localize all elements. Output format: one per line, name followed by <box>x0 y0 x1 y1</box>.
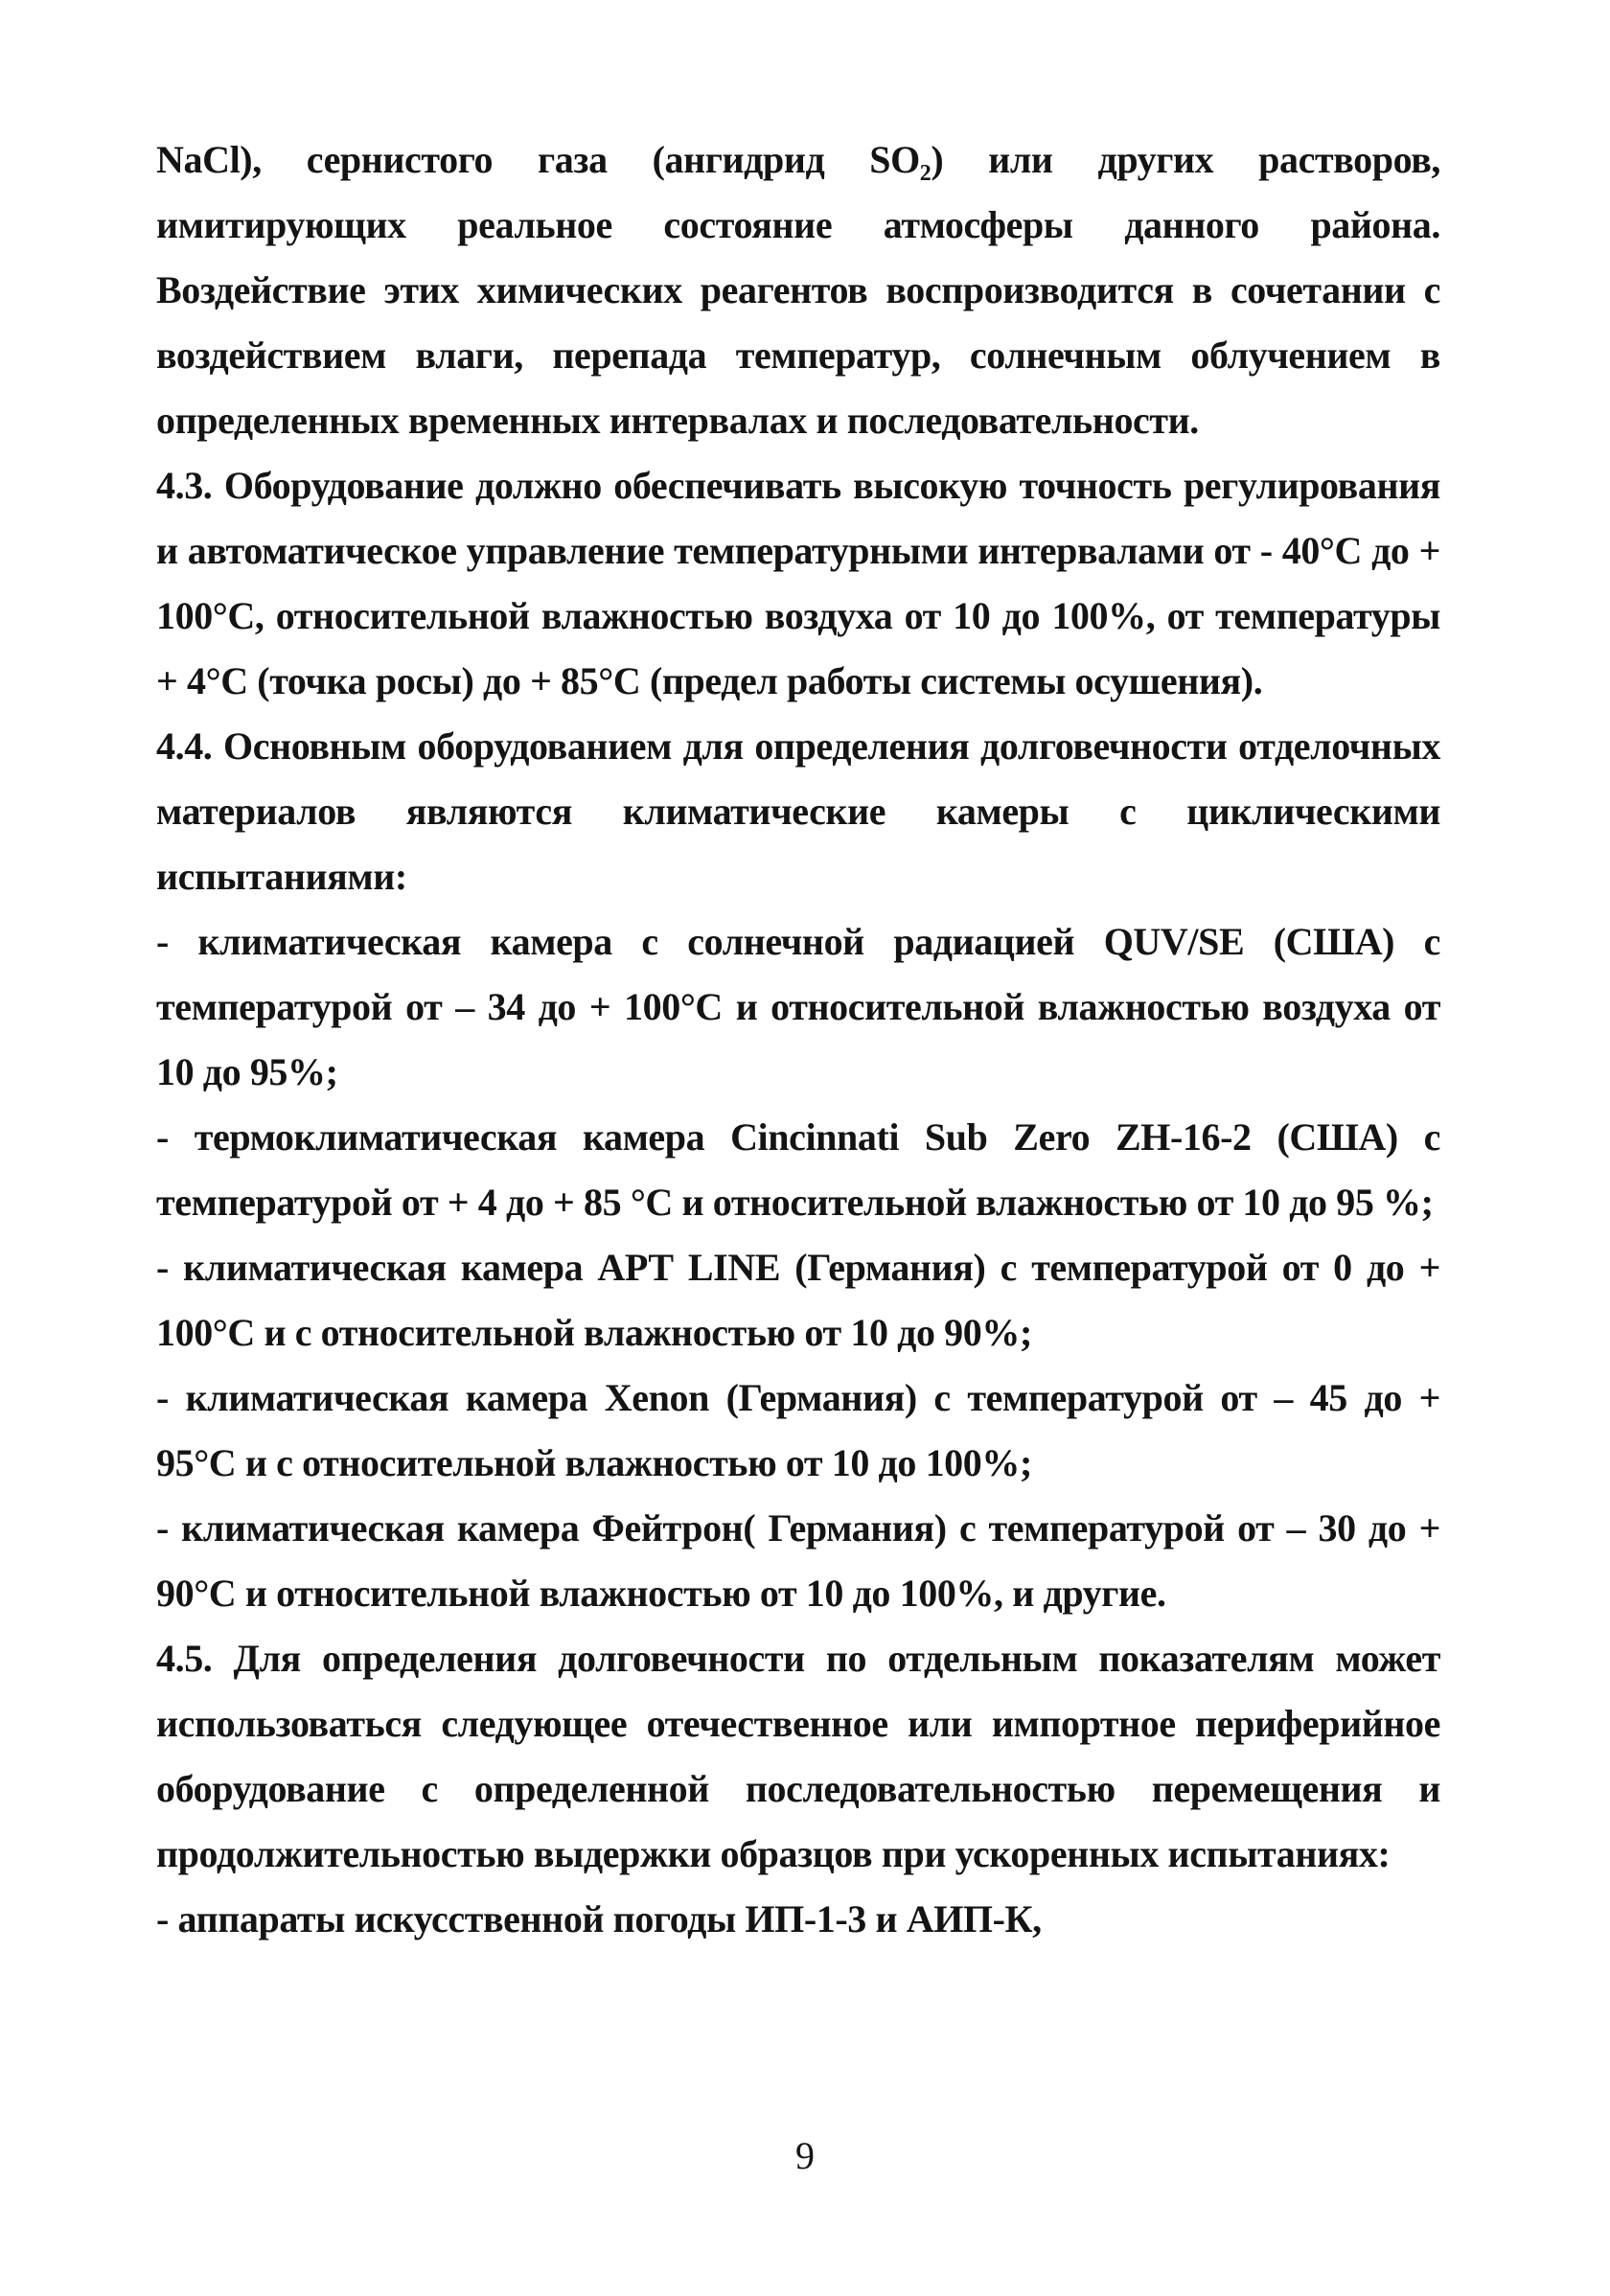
paragraph-continuation: NaCl), сернистого газа (ангидрид SO₂) или других растворов, имитирующих реальное состояние атмосферы данного района. Воздействие этих химических реагентов воспроизводится в сочетании с воздействием влаги, перепада температур, солнечным облучением в определенных временных интервалах и последовательности. <box>156 138 1440 442</box>
paragraph-4-5: 4.5. Для определения долговечности по отдельным показателям может использоваться следующее отечественное или импортное периферийное оборудование с определенной последовательностью перемещения и продолжительностью выдержки образцов при ускоренных испытаниях: <box>156 1637 1440 1875</box>
document-page <box>156 127 1440 1952</box>
paragraph-4-3: 4.3. Оборудование должно обеспечивать высокую точность регулирования и автоматическое управление температурными интервалами от - 40°С до + 100°С, относительной влажностью воздуха от 10 до 100%, от температуры + 4°С (точка росы) до + 85°С (предел работы системы осушения). <box>156 464 1440 702</box>
list-item-xenon: - климатическая камера Xenon (Германия) с температурой от – 45 до + 95°С и с относительной влажностью от 10 до 100%; <box>156 1376 1440 1484</box>
list-item-cincinnati: - термоклиматическая камера Cincinnati Sub Zero ZH-16-2 (США) с температурой от + 4 до + 85 °С и относительной влажностью от 10 до 95 %; <box>156 1115 1440 1224</box>
list-item-ip: - аппараты искусственной погоды ИП-1-3 и АИП-К, <box>156 1897 1042 1940</box>
paragraph-4-4: 4.4. Основным оборудованием для определения долговечности отделочных материалов являются климатические камеры с циклическими испытаниями: <box>156 724 1440 898</box>
list-item-feitron: - климатическая камера Фейтрон( Германия) с температурой от – 30 до + 90°С и относительной влажностью от 10 до 100%, и другие. <box>156 1506 1440 1615</box>
list-item-quv: - климатическая камера с солнечной радиацией QUV/SE (США) с температурой от – 34 до + 100°С и относительной влажностью воздуха от 10 до 95%; <box>156 920 1440 1093</box>
page-number: 9 <box>795 2134 815 2177</box>
list-item-art-line: - климатическая камера АРТ LINE (Германия) с температурой от 0 до + 100°С и с относительной влажностью от 10 до 90%; <box>156 1246 1440 1354</box>
